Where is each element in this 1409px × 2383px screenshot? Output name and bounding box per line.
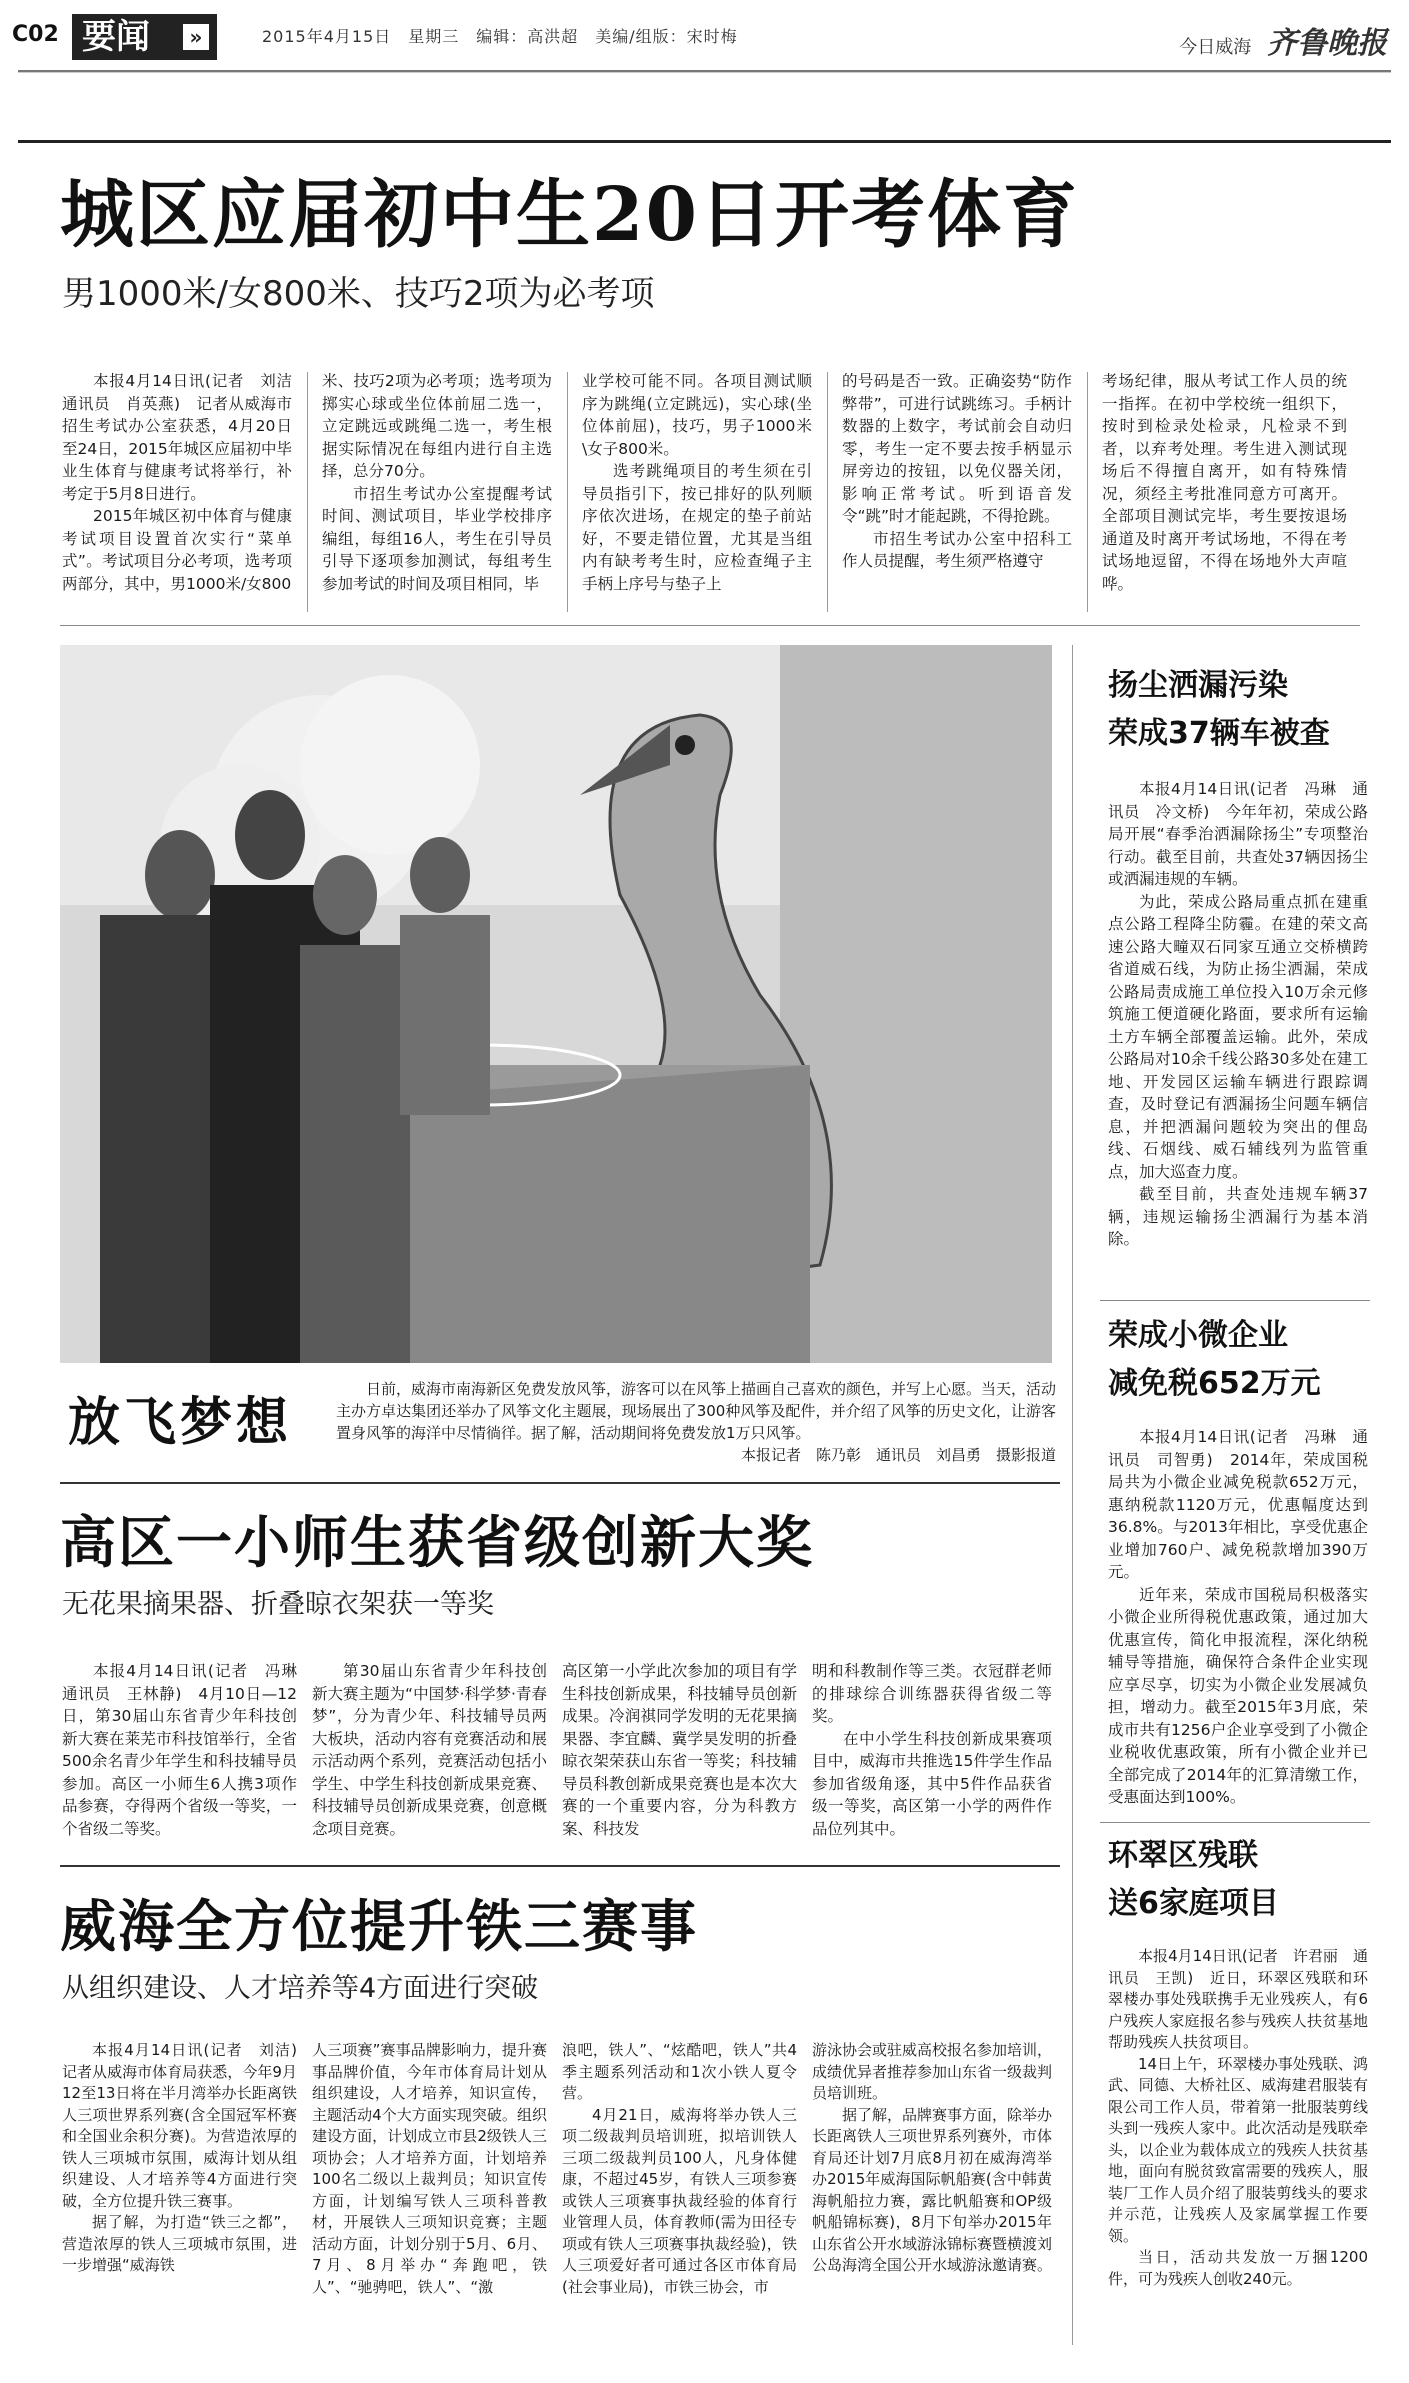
side2-headline-line2: 减免税652万元 [1108,1366,1321,1401]
section-label: 要闻 [82,17,150,57]
section-rule [60,625,1360,626]
story1-col-2: 米、技巧2项为必考项；选考项为掷实心球或坐位体前屈二选一，立定跳远或跳绳二选一，考生根据实际情况在每组内进行自主选择，总分70分。 市招生考试办公室提醒考试时间、测试项目，毕业学校排序编组，每组16人，考生在引导员引导下逐项参加测试，每组考生参加考试的时间及项目相同，毕 [322,372,552,593]
story3-col-3: 浪吧，铁人”、“炫酷吧，铁人”共4季主题系列活动和1次小铁人夏令营。 4月21日，威海将举办铁人三项二级裁判员培训班，拟培训铁人三项二级裁判员100人，凡身体健康，不超过45岁，有铁人三项参赛或铁人三项赛事执裁经验的体育行业管理人员，体育教师(需为田径专项或有铁人三项赛事执裁经验)，铁人三项爱好者可通过各区市体育局(社会事业局)，市铁三协会，市 [562,2041,797,2296]
story1-col-5: 考场纪律，服从考试工作人员的统一指挥。在初中学校统一组织下，按时到检录处检录，凡检录不到者，以弃考处理。考生进入测试现场后不得擅自离开，如有特殊情况，须经主考批准同意方可离开。全部项目测试完毕，考生要按退场通道及时离开考试场地，不得在考试场地逗留，不得在场地外大声喧哗。 [1102,372,1347,593]
today-label: 今日威海 [1179,37,1252,58]
story3-col-2: 人三项赛”赛事品牌影响力，提升赛事品牌价值，今年市体育局计划从组织建设，人才培养，知识宣传，主题活动4个大方面实现突破。组织建设方面，计划成立市县2级铁人三项协会；人才培养方面，计划培养100名二级以上裁判员；知识宣传方面，计划编写铁人三项科普教材，开展铁人三项知识竞赛；主题活动方面，计划分别于5月、6月、7月、8月举办“奔跑吧，铁人”、“驰骋吧，铁人”、“激 [312,2041,547,2296]
story2-subhead: 无花果摘果器、折叠晾衣架获一等奖 [62,1589,494,1620]
masthead [1179,18,1387,62]
newspaper-brand: 齐鲁晚报 [1267,26,1387,61]
side3-headline-line1: 环翠区残联 [1108,1838,1258,1873]
photo-caption: 日前，威海市南海新区免费发放风筝，游客可以在风筝上描画自己喜欢的颜色，并写上心愿。当天，活动主办方卓达集团还举办了风筝文化主题展，现场展出了300种风筝及配件，并介绍了风筝的历史文化，让游客置身风筝的海洋中尽情徜徉。据了解，活动期间将免费发放1万只风筝。 本报记者 陈乃彰 通讯员 刘昌勇 摄影报道 [336,1380,1057,1464]
photo-credit: 本报记者 陈乃彰 通讯员 刘昌勇 摄影报道 [740,1446,1056,1464]
page-header [0,0,1409,75]
side3-headline-line2: 送6家庭项目 [1108,1886,1279,1921]
sidebar-rule [1072,645,1073,2345]
kite-exhibition-photo [60,645,1052,1363]
side1-body: 本报4月14日讯(记者 冯琳 通讯员 冷文桥) 今年年初，荣成公路局开展“春季治洒漏除扬尘”专项整治行动。截至目前，共查处37辆因扬尘或洒漏违规的车辆。 为此，荣成公路局重点抓在建重点公路工程降尘防霾。在建的荣文高速公路大疃双石同家互通立交桥横跨省道威石线，为防止扬尘洒漏，荣成公路局责成施工单位投入10万余元修筑施工便道硬化路面，要求所有运输土方车辆全部覆盖运输。此外，荣成公路局对10余千线公路30多处在建工地、开发园区运输车辆进行跟踪调查，及时登记有洒漏扬尘问题车辆信息，并把洒漏问题较为突出的俚岛线、石烟线、威石辅线列为监管重点，加大巡查力度。 截至目前，共查处违规车辆37辆，违规运输扬尘洒漏行为基本消除。 [1108,780,1368,1248]
section-rule [60,1865,1060,1867]
issue-info: 2015年4月15日 星期三 编辑：高洪超 美编/组版：宋时梅 [262,27,738,46]
side-story-3 [1108,1832,1368,2290]
story2-col-1: 本报4月14日讯(记者 冯琳 通讯员 王林静) 4月10日—12日，第30届山东省青少年科技创新大赛在莱芜市科技馆举行，全省500余名青少年学生和科技辅导员参加。高区一小师生6人携3项作品参赛，夺得两个省级一等奖，一个省级二等奖。 [62,1662,313,1838]
story2-col-2: 第30届山东省青少年科技创新大赛主题为“中国梦·科学梦·青春梦”，分为青少年、科技辅导员两大板块，活动内容有竞赛活动和展示活动两个系列，竞赛活动包括小学生、中学生科技创新成果竞赛、科技辅导员创新成果竞赛，创意概念项目竞赛。 [312,1662,547,1838]
story2-col-3: 高区第一小学此次参加的项目有学生科技创新成果，科技辅导员创新成果。冷润祺同学发明的无花果摘果器、李宜麟、冀学昊发明的折叠晾衣架荣获山东省一等奖；科技辅导员科教创新成果竞赛也是本次大赛的一个重要内容，分为科教方案、科技发 [562,1662,797,1838]
side2-body: 本报4月14日讯(记者 冯琳 通讯员 司智勇) 2014年，荣成国税局共为小微企业减免税款652万元，惠纳税款1120万元，优惠幅度达到36.8%。与2013年相比，享受优惠企业增加760户、减免税款增加390万元。 近年来，荣成市国税局积极落实小微企业所得税优惠政策，通过加大优惠宣传，简化申报流程，深化纳税辅导等措施，确保符合条件企业实现应享尽享，切实为小微企业发展减负担，增动力。截至2015年3月底，荣成市共有1256户企业享受到了小微企业税收优惠政策，所有小微企业并已全部完成了2014年的汇算清缴工作，受惠面达到100%。 [1108,1428,1368,1806]
story3-col-1: 本报4月14日讯(记者 刘洁) 记者从威海市体育局获悉，今年9月12至13日将在半月湾举办长距离铁人三项世界系列赛(含全国冠军杯赛和全国业余积分赛)。为营造浓厚的铁人三项城市氛围，威海计划从组织建设、人才培养等4方面进行突破，全方位提升铁三赛事。 据了解，为打造“铁三之都”，营造浓厚的铁人三项城市氛围，进一步增强“威海铁 [62,2041,313,2274]
side-rule [1100,1822,1370,1823]
column-rule [567,372,568,612]
column-rule [307,372,308,612]
side1-headline-line1: 扬尘洒漏污染 [1108,668,1288,703]
column-rule [1087,372,1088,612]
story2-headline: 高区一小师生获省级创新大奖 [60,1510,814,1576]
story2-col-4: 明和科教制作等三类。衣冠群老师的排球综合训练器获得省级二等奖。 在中小学生科技创新成果赛项目中，威海市共推选15件学生作品参加省级角逐，其中5件作品获省级一等奖，高区第一小学的两件作品位列其中。 [812,1662,1052,1838]
double-chevron-right-icon: » [183,24,209,50]
top-rule [18,140,1391,143]
photo-story-title: 放飞梦想 [68,1392,293,1453]
story1-col-1: 本报4月14日讯(记者 刘洁 通讯员 肖英燕) 记者从威海市招生考试办公室获悉，4月20日至24日，2015年城区应届初中毕业生体育与健康考试将举行，补考定于5月8日进行。 2015年城区初中体育与健康考试项目设置首次实行“菜单式”。考试项目分必考项，选考项两部分，其中，男1000米/女800 [62,372,308,593]
side-story-2 [1108,1312,1368,1809]
header-rule [18,70,1391,73]
section-tab [72,14,217,60]
story1-col-3: 业学校可能不同。各项目测试顺序为跳绳(立定跳远)，实心球(坐位体前屈)，技巧，男子1000米\女子800米。 选考跳绳项目的考生须在引导员指引下，按已排好的队列顺序依次进场，在规定的垫子前站好，不要走错位置，尤其是当组内有缺考考生时，应检查绳子主手柄上序号与垫子上 [582,372,812,593]
side3-body: 本报4月14日讯(记者 许君丽 通讯员 王凯) 近日，环翠区残联和环翠楼办事处残联携手无业残疾人，有6户残疾人家庭报名参与残疾人扶贫基地帮助残疾人扶贫项目。 14日上午，环翠楼办事处残联、鸿武、同德、大桥社区、威海建君服装有限公司工作人员，带着第一批服装剪线头到一残疾人家中。此次活动是残联牵头，以企业为载体成立的残疾人扶贫基地，面向有脱贫致富需要的残疾人，服装厂工作人员介绍了服装剪线头的要求并示范，让残疾人及家属掌握工作要领。 当日，活动共发放一万捆1200件，可为残疾人创收240元。 [1108,1947,1368,2288]
side-rule [1100,1300,1370,1301]
story3-headline: 威海全方位提升铁三赛事 [60,1894,698,1960]
story3-col-4: 游泳协会或驻威高校报名参加培训，成绩优异者推荐参加山东省一级裁判员培训班。 据了解，品牌赛事方面，除举办长距离铁人三项世界系列赛外，市体育局还计划7月底8月初在威海湾举办2015年威海国际帆船赛(含中韩黄海帆船拉力赛，露比帆船赛和OP级帆船锦标赛)，8月下旬举办2015年山东省公开水域游泳锦标赛暨横渡刘公岛海湾全国公开水域游泳邀请赛。 [812,2041,1053,2274]
section-rule [60,1482,1060,1484]
column-rule [827,372,828,612]
story3-subhead: 从组织建设、人才培养等4方面进行突破 [62,1973,539,2004]
story1-subhead: 男1000米/女800米、技巧2项为必考项 [62,274,655,314]
side1-headline-line2: 荣成37辆车被查 [1108,716,1330,751]
story1-col-4: 的号码是否一致。正确姿势“防作弊带”，可进行试跳练习。手柄计数器的上数字，考试前会自动归零，考生一定不要去按手柄显示屏旁边的按钮，以免仪器关闭，影响正常考试。听到语音发令“跳”时才能起跳，不得抢跳。 市招生考试办公室中招科工作人员提醒，考生须严格遵守 [842,372,1072,570]
story1-headline: 城区应届初中生20日开考体育 [60,172,1079,258]
side-story-1 [1108,662,1368,1251]
page-number: C02 [12,22,59,47]
side2-headline-line1: 荣成小微企业 [1108,1318,1288,1353]
